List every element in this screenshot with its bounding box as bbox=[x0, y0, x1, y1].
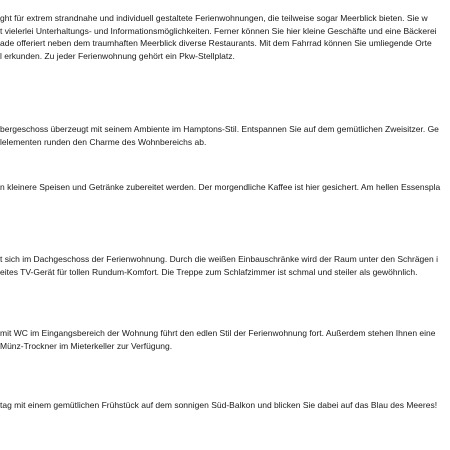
text-line: mit WC im Eingangsbereich der Wohnung führt den edlen Stil der Ferienwohnung fort. Außerdem stehen Ihnen eine bbox=[0, 328, 436, 338]
paragraph-kitchen bbox=[0, 181, 450, 194]
text-line: bergeschoss überzeugt mit seinem Ambiente im Hamptons-Stil. Entspannen Sie auf dem gemütlichen Zweisitzer. Ge bbox=[0, 124, 439, 134]
text-line: t vielerlei Unterhaltungs- und Informationsmöglichkeiten. Ferner können Sie hier kleine Geschäfte und eine Bäckerei bbox=[0, 25, 437, 36]
paragraph-location bbox=[0, 12, 450, 62]
paragraph-balcony bbox=[0, 399, 450, 412]
text-line: l erkunden. Zu jeder Ferienwohnung gehört ein Pkw-Stellplatz. bbox=[0, 50, 235, 61]
text-line: n kleinere Speisen und Getränke zubereitet werden. Der morgendliche Kaffee ist hier gesichert. Am hellen Essenspla bbox=[0, 182, 441, 192]
text-line: Münz-Trockner im Mieterkeller zur Verfügung. bbox=[0, 340, 173, 351]
text-line: lelementen runden den Charme des Wohnbereichs ab. bbox=[0, 136, 207, 147]
paragraph-bedroom bbox=[0, 253, 450, 278]
text-line: ght für extrem strandnahe und individuell gestaltete Ferienwohnungen, die teilweise sogar Meerblick bieten. Sie w bbox=[0, 13, 428, 23]
paragraph-bathroom bbox=[0, 327, 450, 352]
text-line: t sich im Dachgeschoss der Ferienwohnung. Durch die weißen Einbauschränke wird der Raum unter den Schrägen i bbox=[0, 254, 438, 264]
paragraph-living-room bbox=[0, 123, 450, 148]
text-line: ade offeriert neben dem traumhaften Meerblick diverse Restaurants. Mit dem Fahrrad können Sie umliegende Orte bbox=[0, 38, 432, 48]
text-line: tag mit einem gemütlichen Frühstück auf dem sonnigen Süd-Balkon und blicken Sie dabei auf das Blau des Meeres! bbox=[0, 400, 438, 410]
text-line: eites TV-Gerät für tollen Rundum-Komfort. Die Treppe zum Schlafzimmer ist schmal und steiler als gewöhnlich. bbox=[0, 266, 418, 277]
